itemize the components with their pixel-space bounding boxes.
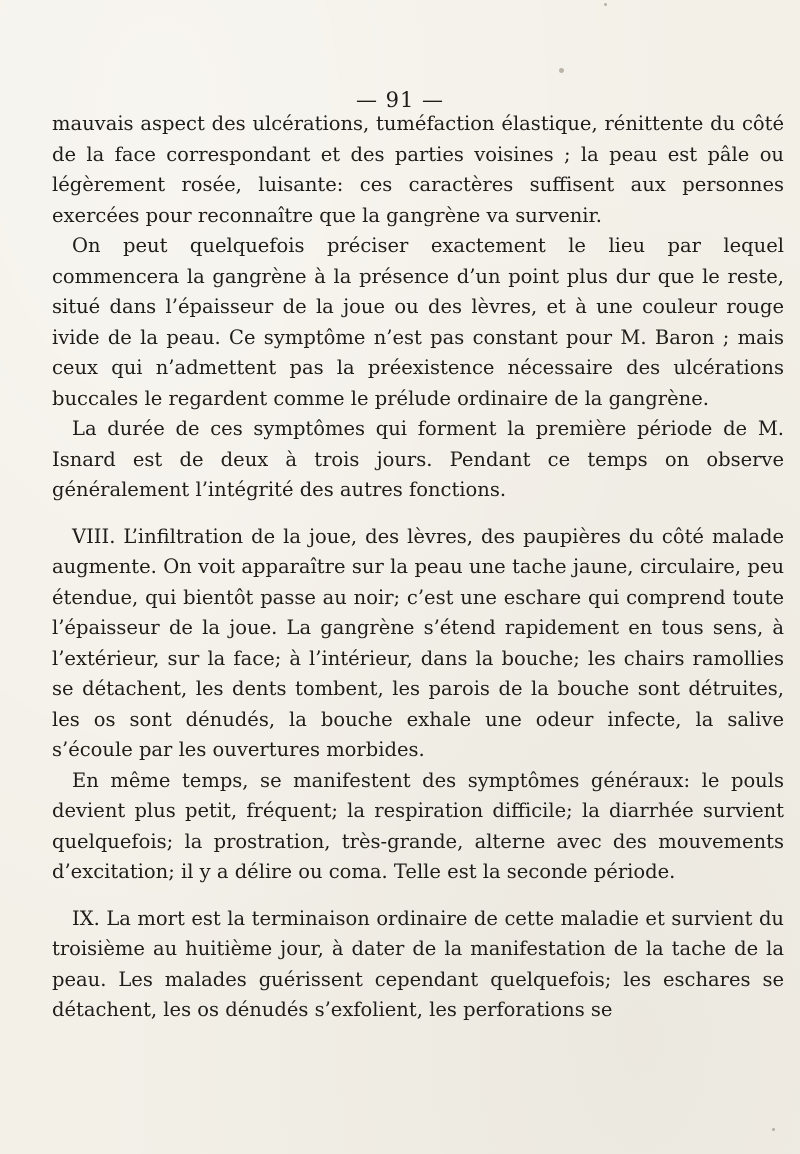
paragraph: mauvais aspect des ulcérations, tuméfaction élastique, rénittente du côté de la face correspondant et des parties voisines ; la peau est pâle ou légèrement rosée, luisante: ces caractères suffisent aux personnes exercées pour reconnaître que la gangrène va survenir. [52,112,784,227]
paragraph: La durée de ces symptômes qui forment la première période de M. Isnard est de deux à trois jours. Pendant ce temps on observe généralement l’intégrité des autres fonctions. [52,417,784,501]
ink-speck [772,1128,775,1131]
section-viii-paragraph: VIII. L’infiltration de la joue, des lèvres, des paupières du côté malade augmente. On voit apparaître sur la peau une tache jaune, circulaire, peu étendue, qui bientôt passe au noir; c’est une eschare qui comprend toute l’épaisseur de la joue. La gangrène s’étend rapidement en tous sens, à l’extérieur, sur la face; à l’intérieur, dans la bouche; les chairs ramollies se détachent, les dents tombent, les parois de la bouche sont détruites, les os sont dénudés, la bouche exhale une odeur infecte, la salive s’écoule par les ouvertures morbides. [52,524,784,761]
section-ix-paragraph: IX. La mort est la terminaison ordinaire de cette maladie et survient du troisième au huitième jour, à dater de la manifestation de la tache de la peau. Les malades guérissent cependant quelquefois; les eschares se détachent, les os dénudés s’exfolient, les perforations se [52,906,784,1021]
ink-speck [604,3,607,6]
page-number: — 91 — [355,88,445,112]
paragraph: On peut quelquefois préciser exactement le lieu par lequel commencera la gangrène à la présence d’un point plus dur que le reste, situé dans l’épaisseur de la joue ou des lèvres, et à une couleur rouge ivide de la peau. Ce symptôme n’est pas constant pour M. Baron ; mais ceux qui n’admettent pas la préexistence nécessaire des ulcérations buccales le regardent comme le prélude ordinaire de la gangrène. [52,234,784,410]
body-text [52,109,784,1026]
ink-speck [559,68,564,73]
paragraph: En même temps, se manifestent des symptômes généraux: le pouls devient plus petit, fréquent; la respiration difficile; la diarrhée survient quelquefois; la prostration, très-grande, alterne avec des mouvements d’excitation; il y a délire ou coma. Telle est la seconde période. [52,768,784,883]
